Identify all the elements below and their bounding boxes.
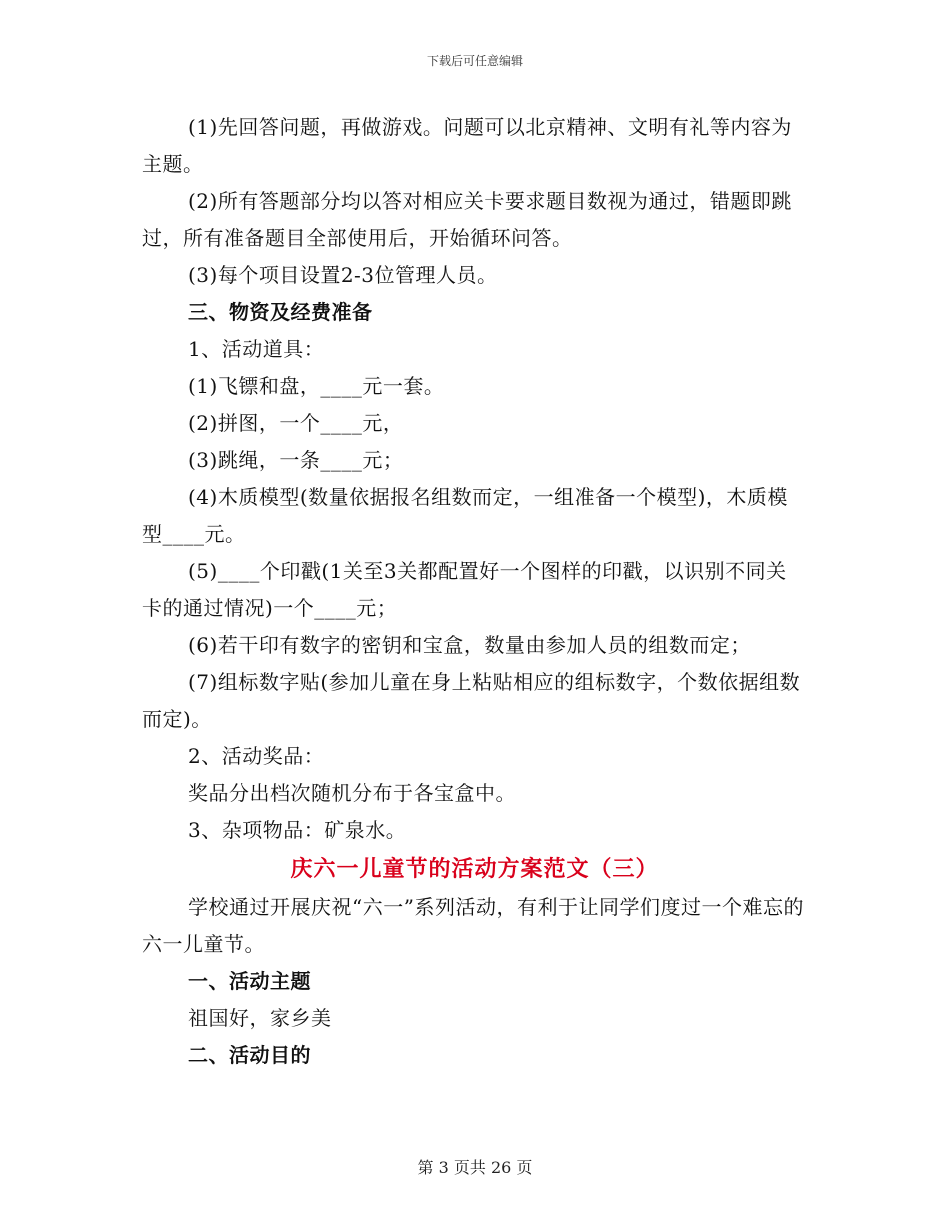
section-heading-theme: 一、活动主题 [188,969,311,993]
page-footer: 第 3 页共 26 页 [417,1158,533,1177]
list-item-keys-boxes: (6)若干印有数字的密钥和宝盒，数量由参加人员的组数而定； [188,633,751,657]
list-item-darts: (1)飞镖和盘，____元一套。 [188,374,445,398]
paragraph-rule-2: (2)所有答题部分均以答对相应关卡要求题目数视为通过，错题即跳过，所有准备题目全部使用后，开始循环问答。 [142,189,792,250]
list-item-wooden-model: (4)木质模型(数量依据报名组数而定，一组准备一个模型)，木质模型____元。 [142,485,788,546]
list-item-stamps: (5)____个印戳(1关至3关都配置好一个图样的印戳，以识别不同关卡的通过情况)一个____元； [142,559,787,620]
paragraph-theme: 祖国好，家乡美 [188,1006,332,1030]
list-item-puzzle: (2)拼图，一个____元， [188,411,404,435]
document-body [142,109,807,1074]
section-heading-purpose: 二、活动目的 [188,1043,311,1067]
page-header: 下载后可任意编辑 [426,54,523,68]
paragraph-intro: 学校通过开展庆祝“六一”系列活动，有利于让同学们度过一个难忘的六一儿童节。 [142,895,804,956]
subheading-props: 1、活动道具： [188,337,325,361]
document-title: 庆六一儿童节的活动方案范文（三） [290,856,659,882]
section-heading-materials: 三、物资及经费准备 [188,300,373,324]
list-item-number-stickers: (7)组标数字贴(参加儿童在身上粘贴相应的组标数字，个数依据组数而定)。 [142,670,801,731]
paragraph-prizes: 奖品分出档次随机分布于各宝盒中。 [188,781,516,805]
paragraph-rule-3: (3)每个项目设置2-3位管理人员。 [188,263,498,287]
subheading-misc: 3、杂项物品：矿泉水。 [188,818,407,842]
list-item-jump-rope: (3)跳绳，一条____元； [188,448,404,472]
subheading-prizes: 2、活动奖品： [188,744,325,768]
paragraph-rule-1: (1)先回答问题，再做游戏。问题可以北京精神、文明有礼等内容为主题。 [142,115,792,176]
